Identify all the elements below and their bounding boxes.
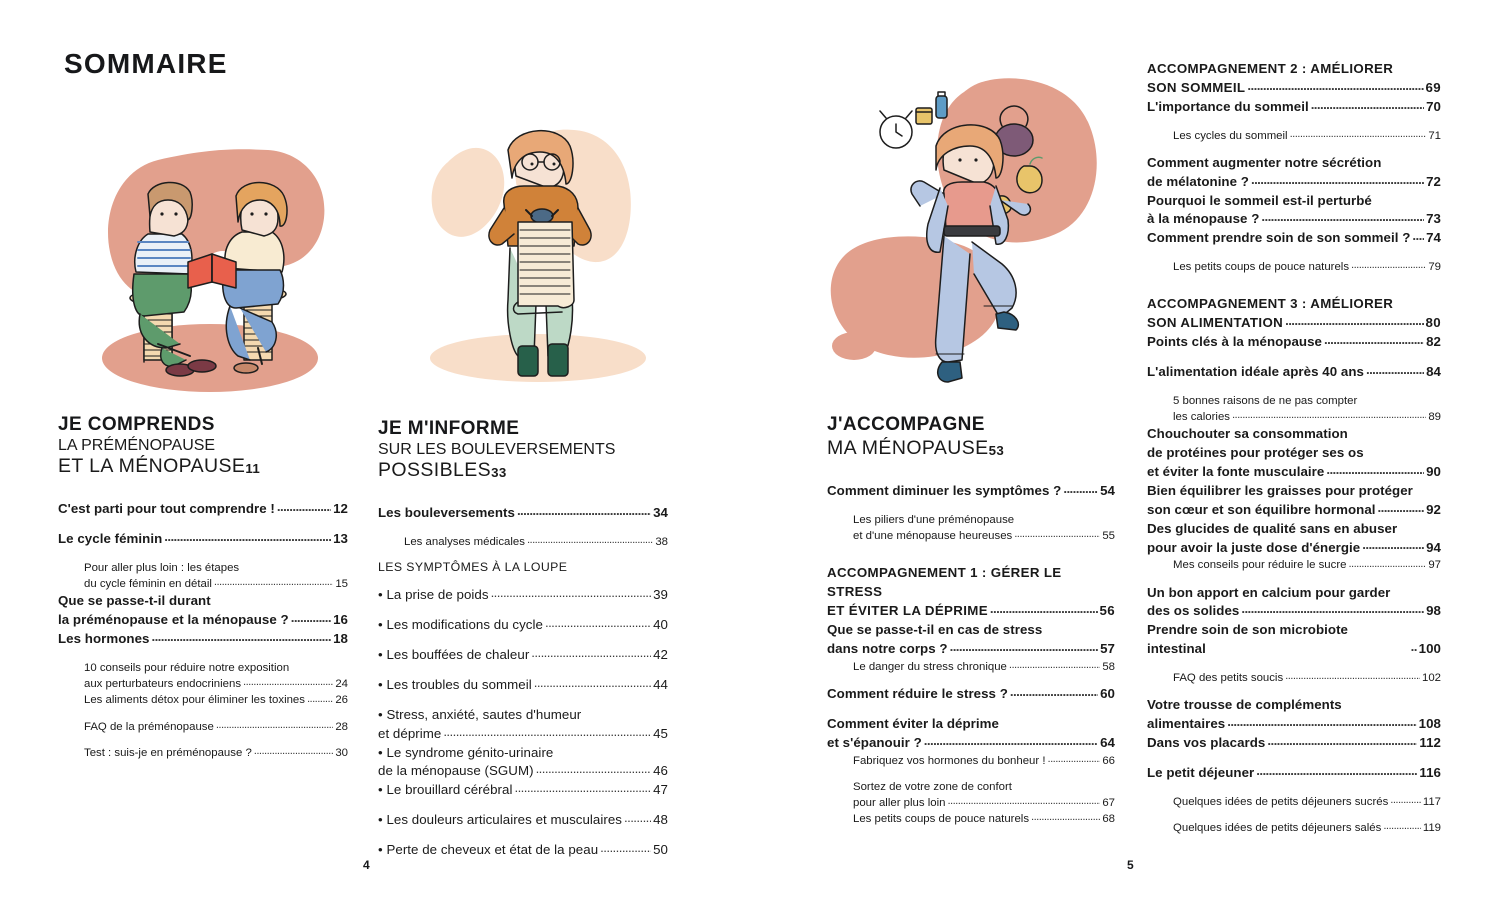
toc-entry-label: et déprime — [378, 725, 442, 741]
leader-dots — [491, 592, 652, 605]
toc-entry[interactable] — [827, 482, 1115, 501]
toc-entry-line: Les piliers d'une préménopause — [853, 514, 1015, 527]
toc-entry-label: L'importance du sommeil — [1147, 98, 1309, 114]
toc-entry[interactable] — [827, 564, 1115, 621]
leader-dots — [164, 536, 331, 549]
toc-entry[interactable] — [1147, 482, 1441, 520]
toc-entry-page: 73 — [1426, 211, 1441, 227]
toc-entry[interactable] — [827, 779, 1115, 811]
toc-entry-label: ET ÉVITER LA DÉPRIME — [827, 603, 988, 619]
toc-entry-label: Comment réduire le stress ? — [827, 686, 1008, 701]
toc-entry-page: 69 — [1425, 79, 1441, 95]
toc-entry-line: 5 bonnes raisons de ne pas compter — [1173, 394, 1358, 407]
toc-entry-label: Les petits coups de pouce naturels — [853, 813, 1030, 826]
toc-entry[interactable] — [58, 630, 348, 649]
leader-dots — [1227, 721, 1416, 734]
leader-dots — [924, 739, 1098, 752]
leader-dots — [1362, 544, 1424, 557]
toc-entry-line: Comment augmenter notre sécrétion — [1147, 154, 1382, 170]
toc-entry[interactable] — [1147, 734, 1441, 753]
toc-entry-label: C'est parti pour tout comprendre ! — [58, 501, 275, 517]
toc-entry-page: 44 — [653, 676, 668, 692]
toc-entry[interactable] — [378, 646, 668, 665]
honey-jar-icon — [916, 108, 932, 124]
toc-entry[interactable] — [58, 719, 348, 735]
toc-entry[interactable] — [1147, 229, 1441, 248]
toc-entry-label: et éviter la fonte musculaire — [1147, 464, 1325, 479]
leader-dots — [151, 636, 331, 649]
toc-entry-page: 90 — [1426, 464, 1441, 479]
illustration-woman-with-long-list — [412, 104, 662, 400]
toc-entry-page: 12 — [333, 501, 348, 517]
toc-entry-line: Comment éviter la déprime — [827, 715, 999, 731]
toc-entry-page: 57 — [1100, 640, 1115, 656]
toc-entry-label: et s'épanouir ? — [827, 734, 922, 750]
toc-entry[interactable] — [1147, 192, 1441, 230]
toc-entry-page: 46 — [653, 763, 668, 779]
toc-entry-label: Mes conseils pour réduire le sucre — [1173, 559, 1347, 572]
toc-entry-label: alimentaires — [1147, 716, 1226, 732]
leader-dots — [624, 817, 651, 830]
toc-entry-label: Comment prendre soin de son sommeil ? — [1147, 230, 1411, 246]
leader-dots — [1326, 469, 1424, 482]
toc-section-header-line1: JE M'INFORME — [378, 418, 520, 439]
toc-section-header-line2: LA PRÉMÉNOPAUSE — [58, 436, 216, 454]
leader-dots — [514, 787, 651, 800]
toc-entry-label: les calories — [1173, 411, 1230, 424]
toc-entry-label: Les analyses médicales — [404, 536, 525, 549]
toc-entry-page: 108 — [1418, 716, 1441, 732]
page-title: SOMMAIRE — [64, 48, 228, 79]
toc-entry-line: 10 conseils pour réduire notre exposition — [84, 661, 290, 674]
leader-dots — [1267, 740, 1417, 753]
toc-entry-label: Les aliments détox pour éliminer les toxines — [84, 694, 305, 707]
toc-group-heading: LES SYMPTÔMES À LA LOUPE — [378, 560, 568, 575]
toc-entry-line: Pour aller plus loin : les étapes — [84, 561, 240, 574]
toc-entry-page: 92 — [1426, 501, 1441, 517]
toc-entry[interactable] — [378, 676, 668, 695]
toc-entry[interactable] — [58, 745, 348, 761]
tube-icon — [936, 92, 947, 118]
toc-entry-page: 98 — [1426, 603, 1441, 619]
toc-entry-label: Quelques idées de petits déjeuners sucrés — [1173, 795, 1389, 808]
toc-entry[interactable] — [378, 504, 668, 523]
toc-entry-page: 84 — [1426, 364, 1441, 379]
toc-entry[interactable] — [378, 744, 668, 782]
toc-entry[interactable] — [1147, 393, 1441, 425]
toc-entry[interactable] — [1147, 128, 1441, 144]
toc-entry-label: • Le brouillard cérébral — [378, 782, 513, 798]
toc-entry-page: 102 — [1421, 672, 1441, 685]
toc-entry[interactable] — [1147, 621, 1441, 659]
toc-entry[interactable] — [378, 706, 668, 744]
toc-entry[interactable] — [1147, 98, 1441, 117]
toc-entry-label: • Les troubles du sommeil — [378, 676, 532, 692]
toc-entry-label: pour aller plus loin — [853, 797, 946, 809]
leader-dots — [534, 681, 651, 694]
toc-entry-label: Comment diminuer les symptômes ? — [827, 483, 1062, 499]
toc-entry-page: 67 — [1102, 797, 1115, 809]
toc-entry[interactable] — [1147, 425, 1441, 482]
toc-entry[interactable] — [58, 692, 348, 708]
leader-dots — [1324, 339, 1424, 352]
toc-entry[interactable] — [58, 530, 348, 549]
toc-entry[interactable] — [378, 586, 668, 605]
toc-entry-label: Dans vos placards — [1147, 735, 1266, 750]
toc-entry-page: 74 — [1426, 230, 1441, 246]
toc-entry-page: 66 — [1102, 754, 1115, 767]
toc-entry[interactable] — [58, 592, 348, 630]
toc-entry-line: Que se passe-t-il durant — [58, 593, 211, 609]
toc-entry-line: • Le syndrome génito-urinaire — [378, 744, 554, 760]
toc-entry-label: Les bouleversements — [378, 505, 515, 521]
toc-entry-label: FAQ de la préménopause — [84, 720, 214, 733]
toc-entry-label: • Les douleurs articulaires et musculaires — [378, 812, 622, 828]
leader-dots — [1390, 799, 1421, 810]
toc-entry-label: des os solides — [1147, 603, 1240, 619]
leader-dots — [531, 652, 651, 665]
leader-dots — [1048, 757, 1101, 768]
toc-entry[interactable] — [827, 753, 1115, 769]
leader-dots — [1290, 132, 1427, 143]
toc-section-header-page: 33 — [491, 464, 507, 480]
leader-dots — [517, 510, 651, 523]
toc-entry-label: Le cycle féminin — [58, 531, 163, 547]
toc-entry-line: Sortez de votre zone de confort — [853, 780, 1012, 793]
toc-entry[interactable] — [378, 534, 668, 550]
leader-dots — [1366, 369, 1424, 382]
leader-dots — [950, 646, 1099, 659]
leader-dots — [1261, 216, 1424, 229]
leader-dots — [291, 617, 331, 630]
toc-entry-line: Que se passe-t-il en cas de stress — [827, 622, 1043, 638]
toc-entry-page: 100 — [1418, 641, 1441, 657]
toc-entry-page: 89 — [1428, 411, 1441, 424]
toc-entry-label: Fabriquez vos hormones du bonheur ! — [853, 754, 1046, 767]
toc-entry-label: Les petits coups de pouce naturels — [1173, 261, 1350, 274]
toc-entry-page: 34 — [653, 505, 668, 521]
leader-dots — [1241, 608, 1424, 621]
toc-entry-label: Points clés à la ménopause — [1147, 334, 1322, 350]
toc-entry-page: 112 — [1419, 735, 1441, 750]
toc-entry[interactable] — [1147, 520, 1441, 558]
toc-entry[interactable] — [1147, 794, 1441, 810]
toc-entry-label: L'alimentation idéale après 40 ans — [1147, 364, 1364, 379]
toc-entry[interactable] — [827, 512, 1115, 544]
toc-entry[interactable] — [378, 811, 668, 830]
leader-dots — [1412, 235, 1424, 248]
toc-entry-label: FAQ des petits soucis — [1173, 672, 1284, 685]
leader-dots — [545, 622, 651, 635]
illustration-two-women-reading-book — [62, 122, 362, 402]
toc-entry-label: • Les bouffées de chaleur — [378, 647, 530, 662]
toc-entry[interactable] — [1147, 764, 1441, 783]
illustration-woman-juggling-objects — [824, 74, 1114, 400]
toc-entry[interactable] — [1147, 295, 1441, 333]
toc-entry-page: 72 — [1426, 173, 1441, 189]
alarm-clock-icon — [880, 111, 912, 148]
toc-section-header-line1: JE COMPRENDS — [58, 414, 215, 435]
leader-dots — [1232, 414, 1426, 425]
leader-dots — [1348, 562, 1426, 573]
toc-entry-page: 39 — [653, 587, 668, 603]
toc-entry-page: 94 — [1426, 539, 1441, 555]
toc-entry-page: 30 — [335, 746, 348, 759]
folio-right: 5 — [1127, 858, 1134, 872]
toc-entry[interactable] — [378, 616, 668, 635]
toc-entry-page: 80 — [1425, 315, 1441, 331]
toc-section-header[interactable] — [58, 414, 348, 478]
toc-entry-label: pour avoir la juste dose d'énergie — [1147, 539, 1361, 555]
toc-entry-line: Pourquoi le sommeil est-il perturbé — [1147, 192, 1372, 208]
toc-entry-page: 58 — [1102, 660, 1115, 673]
toc-entry[interactable] — [1147, 584, 1441, 622]
toc-entry-page: 56 — [1099, 603, 1115, 619]
toc-entry-page: 26 — [335, 694, 348, 707]
leader-dots — [1247, 84, 1423, 97]
toc-entry[interactable] — [1147, 333, 1441, 352]
toc-entry-label: de mélatonine ? — [1147, 173, 1249, 189]
toc-entry[interactable] — [827, 715, 1115, 753]
leader-dots — [1031, 816, 1100, 827]
toc-entry-page: 47 — [653, 782, 668, 798]
toc-section-header[interactable] — [827, 414, 1115, 460]
leader-dots — [1063, 488, 1098, 501]
leader-dots — [254, 749, 334, 760]
leader-dots — [1311, 103, 1424, 116]
toc-entry[interactable] — [1147, 154, 1441, 192]
toc-section-header-lastline: POSSIBLES — [378, 458, 492, 481]
toc-entry[interactable] — [58, 660, 348, 692]
leader-dots — [1351, 264, 1426, 275]
toc-entry-label: Les cycles du sommeil — [1173, 129, 1288, 142]
toc-entry[interactable] — [1147, 670, 1441, 686]
toc-entry-page: 119 — [1422, 821, 1441, 834]
toc-list-4 — [1147, 60, 1441, 846]
leader-dots — [1285, 675, 1420, 686]
toc-section-header-line1: J'ACCOMPAGNE — [827, 414, 985, 435]
toc-entry[interactable] — [1147, 557, 1441, 573]
leader-dots — [277, 506, 331, 519]
toc-entry[interactable] — [1147, 363, 1441, 382]
toc-entry-line: ACCOMPAGNEMENT 2 : AMÉLIORER — [1147, 61, 1394, 76]
toc-entry-page: 38 — [655, 536, 668, 549]
toc-entry-page: 40 — [653, 617, 668, 633]
toc-section-header-page: 11 — [245, 460, 261, 476]
leader-dots — [947, 800, 1100, 811]
toc-entry[interactable] — [58, 560, 348, 592]
leader-dots — [536, 768, 652, 781]
toc-entry-page: 13 — [333, 531, 348, 547]
toc-entry-line: Chouchouter sa consommation — [1147, 426, 1348, 442]
leader-dots — [1256, 769, 1417, 782]
toc-entry-label: SON SOMMEIL — [1147, 79, 1246, 95]
toc-entry-label: de la ménopause (SGUM) — [378, 763, 534, 779]
toc-entry[interactable] — [1147, 696, 1441, 734]
toc-entry-page: 60 — [1100, 686, 1115, 701]
toc-entry-page: 116 — [1419, 764, 1441, 780]
toc-entry-page: 71 — [1428, 129, 1441, 142]
toc-entry[interactable] — [378, 841, 668, 860]
toc-section-header-lastline: MA MÉNOPAUSE — [827, 436, 989, 459]
toc-entry-page: 28 — [335, 720, 348, 733]
toc-entry-page: 97 — [1428, 559, 1441, 572]
leader-dots — [1010, 691, 1098, 704]
toc-entry-label: Test : suis-je en préménopause ? — [84, 746, 252, 759]
toc-entry[interactable] — [58, 500, 348, 519]
toc-entry-label: • Perte de cheveux et état de la peau — [378, 842, 599, 857]
toc-entry-page: 117 — [1422, 795, 1441, 808]
toc-list-2 — [378, 418, 668, 871]
toc-entry-label: Quelques idées de petits déjeuners salés — [1173, 821, 1382, 834]
toc-section-header-lastline: ET LA MÉNOPAUSE — [58, 454, 246, 477]
leader-dots — [1383, 825, 1420, 836]
toc-list-3 — [827, 414, 1115, 837]
leader-dots — [1285, 320, 1423, 333]
leader-dots — [990, 608, 1098, 621]
toc-entry-line: ACCOMPAGNEMENT 3 : AMÉLIORER — [1147, 296, 1394, 312]
leader-dots — [1378, 506, 1425, 519]
folio-left: 4 — [363, 858, 370, 872]
open-book — [188, 254, 236, 288]
toc-entry-line: Bien équilibrer les graisses pour protéger — [1147, 482, 1413, 498]
toc-entry-page: 68 — [1102, 813, 1115, 826]
leader-dots — [214, 581, 333, 592]
toc-entry-page: 55 — [1102, 530, 1115, 543]
toc-entry[interactable] — [378, 781, 668, 800]
toc-entry-label: Le danger du stress chronique — [853, 660, 1007, 673]
toc-section-header-line2: SUR LES BOULEVERSEMENTS — [378, 440, 616, 458]
toc-entry-line: ACCOMPAGNEMENT 1 : GÉRER LE STRESS — [827, 565, 1062, 600]
toc-entry-page: 18 — [333, 631, 348, 647]
toc-entry-label: • La prise de poids — [378, 587, 489, 603]
toc-entry-label: et d'une ménopause heureuses — [853, 530, 1013, 543]
toc-entry-line: de protéines pour protéger ses os — [1147, 445, 1364, 461]
toc-entry-line: Un bon apport en calcium pour garder — [1147, 584, 1391, 600]
toc-entry[interactable] — [1147, 820, 1441, 836]
leader-dots — [1411, 646, 1417, 659]
leader-dots — [1014, 533, 1100, 544]
toc-entry[interactable] — [827, 659, 1115, 675]
toc-section-header-page: 53 — [988, 442, 1005, 458]
toc-entry-page: 24 — [335, 678, 348, 691]
toc-entry[interactable] — [827, 685, 1115, 704]
toc-entry-page: 64 — [1100, 734, 1115, 750]
toc-entry-label: du cycle féminin en détail — [84, 578, 212, 591]
toc-entry-page: 50 — [653, 842, 668, 857]
toc-entry-page: 45 — [653, 725, 668, 741]
toc-entry-line: Votre trousse de compléments — [1147, 697, 1342, 713]
toc-entry-page: 54 — [1100, 483, 1115, 499]
toc-entry-label: dans notre corps ? — [827, 640, 948, 656]
leader-dots — [443, 730, 651, 743]
toc-entry[interactable] — [827, 811, 1115, 827]
toc-entry-page: 15 — [335, 578, 348, 591]
toc-entry[interactable] — [1147, 60, 1441, 98]
leader-dots — [527, 539, 653, 550]
toc-entry-label: SON ALIMENTATION — [1147, 315, 1284, 331]
toc-entry-page: 70 — [1426, 98, 1441, 114]
long-paper-list — [514, 222, 575, 314]
leader-dots — [1251, 178, 1424, 191]
toc-section-header[interactable] — [378, 418, 668, 482]
toc-entry-line: • Stress, anxiété, sautes d'humeur — [378, 706, 582, 722]
toc-entry-page: 42 — [653, 647, 668, 662]
toc-entry-label: aux perturbateurs endocriniens — [84, 678, 242, 691]
toc-entry-label: à la ménopause ? — [1147, 211, 1260, 227]
toc-entry-line: Des glucides de qualité sans en abuser — [1147, 520, 1398, 536]
leader-dots — [307, 697, 333, 708]
leader-dots — [216, 723, 334, 734]
toc-entry-page: 79 — [1428, 261, 1441, 274]
toc-entry-label: Les hormones — [58, 631, 150, 647]
toc-entry-page: 82 — [1426, 334, 1441, 350]
toc-entry-label: Prendre soin de son microbiote intestinal — [1147, 622, 1348, 657]
leader-dots — [1009, 664, 1100, 675]
leader-dots — [600, 847, 651, 860]
toc-list-1 — [58, 414, 348, 771]
toc-entry-label: la préménopause et la ménopause ? — [58, 612, 289, 628]
leader-dots — [243, 681, 333, 692]
toc-entry-label: Le petit déjeuner — [1147, 764, 1255, 780]
toc-entry-label: • Les modifications du cycle — [378, 617, 543, 633]
toc-entry-page: 16 — [333, 612, 348, 628]
toc-entry[interactable] — [1147, 259, 1441, 275]
toc-entry[interactable] — [827, 621, 1115, 659]
toc-entry-label: son cœur et son équilibre hormonal — [1147, 501, 1376, 517]
toc-entry-page: 48 — [653, 812, 668, 828]
